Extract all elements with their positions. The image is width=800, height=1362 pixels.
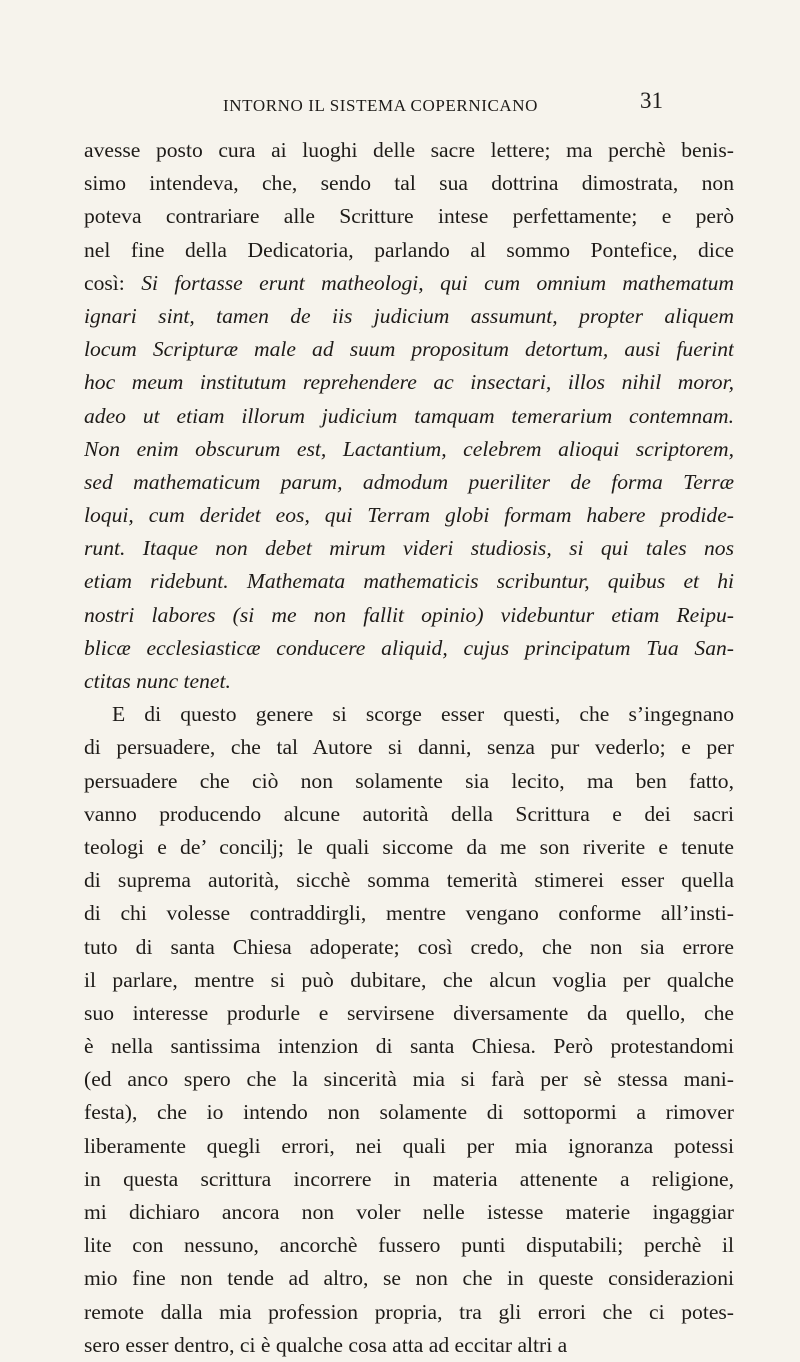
running-header [0, 86, 800, 126]
text-line [84, 798, 734, 831]
text-line [84, 1096, 734, 1129]
text-line [84, 300, 734, 333]
paragraph [84, 134, 734, 698]
text-segment: lite con nessuno, ancorchè fussero punti disputabili; perchè il [84, 1233, 734, 1258]
text-line [84, 1196, 734, 1229]
italic-text-segment: blicæ ecclesiasticæ conducere aliquid, cujus principatum Tua San- [84, 635, 734, 660]
text-segment: simo intendeva, che, sendo tal sua dottrina dimostrata, non [84, 171, 734, 196]
body-text [84, 134, 734, 1362]
text-line [84, 333, 734, 366]
text-segment: di suprema autorità, sicchè somma temerità stimerei esser quella [84, 868, 734, 893]
text-line [84, 864, 734, 897]
italic-text-segment: runt. Itaque non debet mirum videri studiosis, si qui tales nos [84, 536, 734, 561]
text-line [84, 1163, 734, 1196]
text-segment: nel fine della Dedicatoria, parlando al sommo Pontefice, dice [84, 237, 734, 262]
text-line [84, 167, 734, 200]
paragraph [84, 698, 734, 1362]
italic-text-segment: locum Scripturæ male ad suum propositum detortum, ausi fuerint [84, 337, 734, 362]
text-segment: così: [84, 270, 142, 295]
italic-text-segment: Non enim obscurum est, Lactantium, celebrem alioqui scriptorem, [84, 436, 734, 461]
text-segment: poteva contrariare alle Scritture intese perfettamente; e però [84, 204, 734, 229]
text-line [84, 134, 734, 167]
text-line [84, 565, 734, 598]
text-line [84, 1229, 734, 1262]
text-segment: tuto di santa Chiesa adoperate; così credo, che non sia errore [84, 934, 734, 959]
text-line [84, 532, 734, 565]
text-segment: di chi volesse contraddirgli, mentre vengano conforme all’insti- [84, 901, 734, 926]
text-line [84, 731, 734, 764]
text-line [84, 665, 734, 698]
text-line [84, 1130, 734, 1163]
text-segment: è nella santissima intenzion di santa Chiesa. Però protestandomi [84, 1034, 734, 1059]
italic-text-segment: etiam ridebunt. Mathemata mathematicis scribuntur, quibus et hi [84, 569, 734, 594]
text-line [84, 765, 734, 798]
text-segment: E di questo genere si scorge esser questi, che s’ingegnano [112, 702, 734, 727]
text-line [84, 632, 734, 665]
text-segment: sero esser dentro, ci è qualche cosa atta ad eccitar altri a [84, 1332, 568, 1357]
text-segment: persuadere che ciò non solamente sia lecito, ma ben fatto, [84, 768, 734, 793]
text-segment: (ed anco spero che la sincerità mia si farà per sè stessa mani- [84, 1067, 734, 1092]
text-line [84, 400, 734, 433]
text-line [84, 831, 734, 864]
text-segment: mio fine non tende ad altro, se non che in queste considerazioni [84, 1266, 734, 1291]
text-line [84, 1030, 734, 1063]
text-line [84, 599, 734, 632]
text-line [84, 964, 734, 997]
text-line [84, 366, 734, 399]
text-line [84, 931, 734, 964]
text-segment: vanno producendo alcune autorità della Scrittura e dei sacri [84, 801, 734, 826]
italic-text-segment: ignari sint, tamen de iis judicium assumunt, propter aliquem [84, 303, 734, 328]
italic-text-segment: ctitas nunc tenet. [84, 669, 231, 693]
text-line [84, 1296, 734, 1329]
text-segment: festa), che io intendo non solamente di sottopormi a rimover [84, 1100, 734, 1125]
text-line [84, 499, 734, 532]
italic-text-segment: adeo ut etiam illorum judicium tamquam temerarium contemnam. [84, 403, 734, 428]
text-segment: suo interesse produrle e servirsene diversamente da quello, che [84, 1000, 734, 1025]
text-line [84, 433, 734, 466]
italic-text-segment: nostri labores (si me non fallit opinio) videbuntur etiam Reipu- [84, 602, 734, 627]
text-segment: remote dalla mia profession propria, tra gli errori che ci potes- [84, 1299, 734, 1324]
text-segment: di persuadere, che tal Autore si danni, senza pur vederlo; e per [84, 735, 734, 760]
italic-text-segment: hoc meum institutum reprehendere ac insectari, illos nihil moror, [84, 370, 734, 395]
italic-text-segment: loqui, cum deridet eos, qui Terram globi formam habere prodide- [84, 503, 734, 528]
text-segment: avesse posto cura ai luoghi delle sacre lettere; ma perchè benis- [84, 138, 734, 162]
text-segment: liberamente quegli errori, nei quali per mia ignoranza potessi [84, 1133, 734, 1158]
page-number: 31 [640, 88, 663, 113]
text-segment: il parlare, mentre si può dubitare, che alcun voglia per qualche [84, 967, 734, 992]
running-title: INTORNO IL SISTEMA COPERNICANO [223, 96, 539, 115]
text-line [84, 267, 734, 300]
italic-text-segment: sed mathematicum parum, admodum pueriliter de forma Terræ [84, 469, 734, 494]
text-segment: mi dichiaro ancora non voler nelle istesse materie ingaggiar [84, 1200, 734, 1224]
text-line [84, 1329, 734, 1362]
italic-text-segment: Si fortasse erunt matheologi, qui cum omnium mathematum [141, 270, 734, 295]
text-line [84, 997, 734, 1030]
text-line [84, 200, 734, 233]
text-segment: teologi e de’ concilj; le quali siccome da me son riverite e tenute [84, 834, 734, 859]
text-line [84, 698, 734, 731]
text-line [84, 897, 734, 930]
text-line [84, 234, 734, 267]
text-segment: in questa scrittura incorrere in materia attenente a religione, [84, 1166, 734, 1191]
text-line [84, 1262, 734, 1295]
text-line [84, 1063, 734, 1096]
text-line [84, 466, 734, 499]
